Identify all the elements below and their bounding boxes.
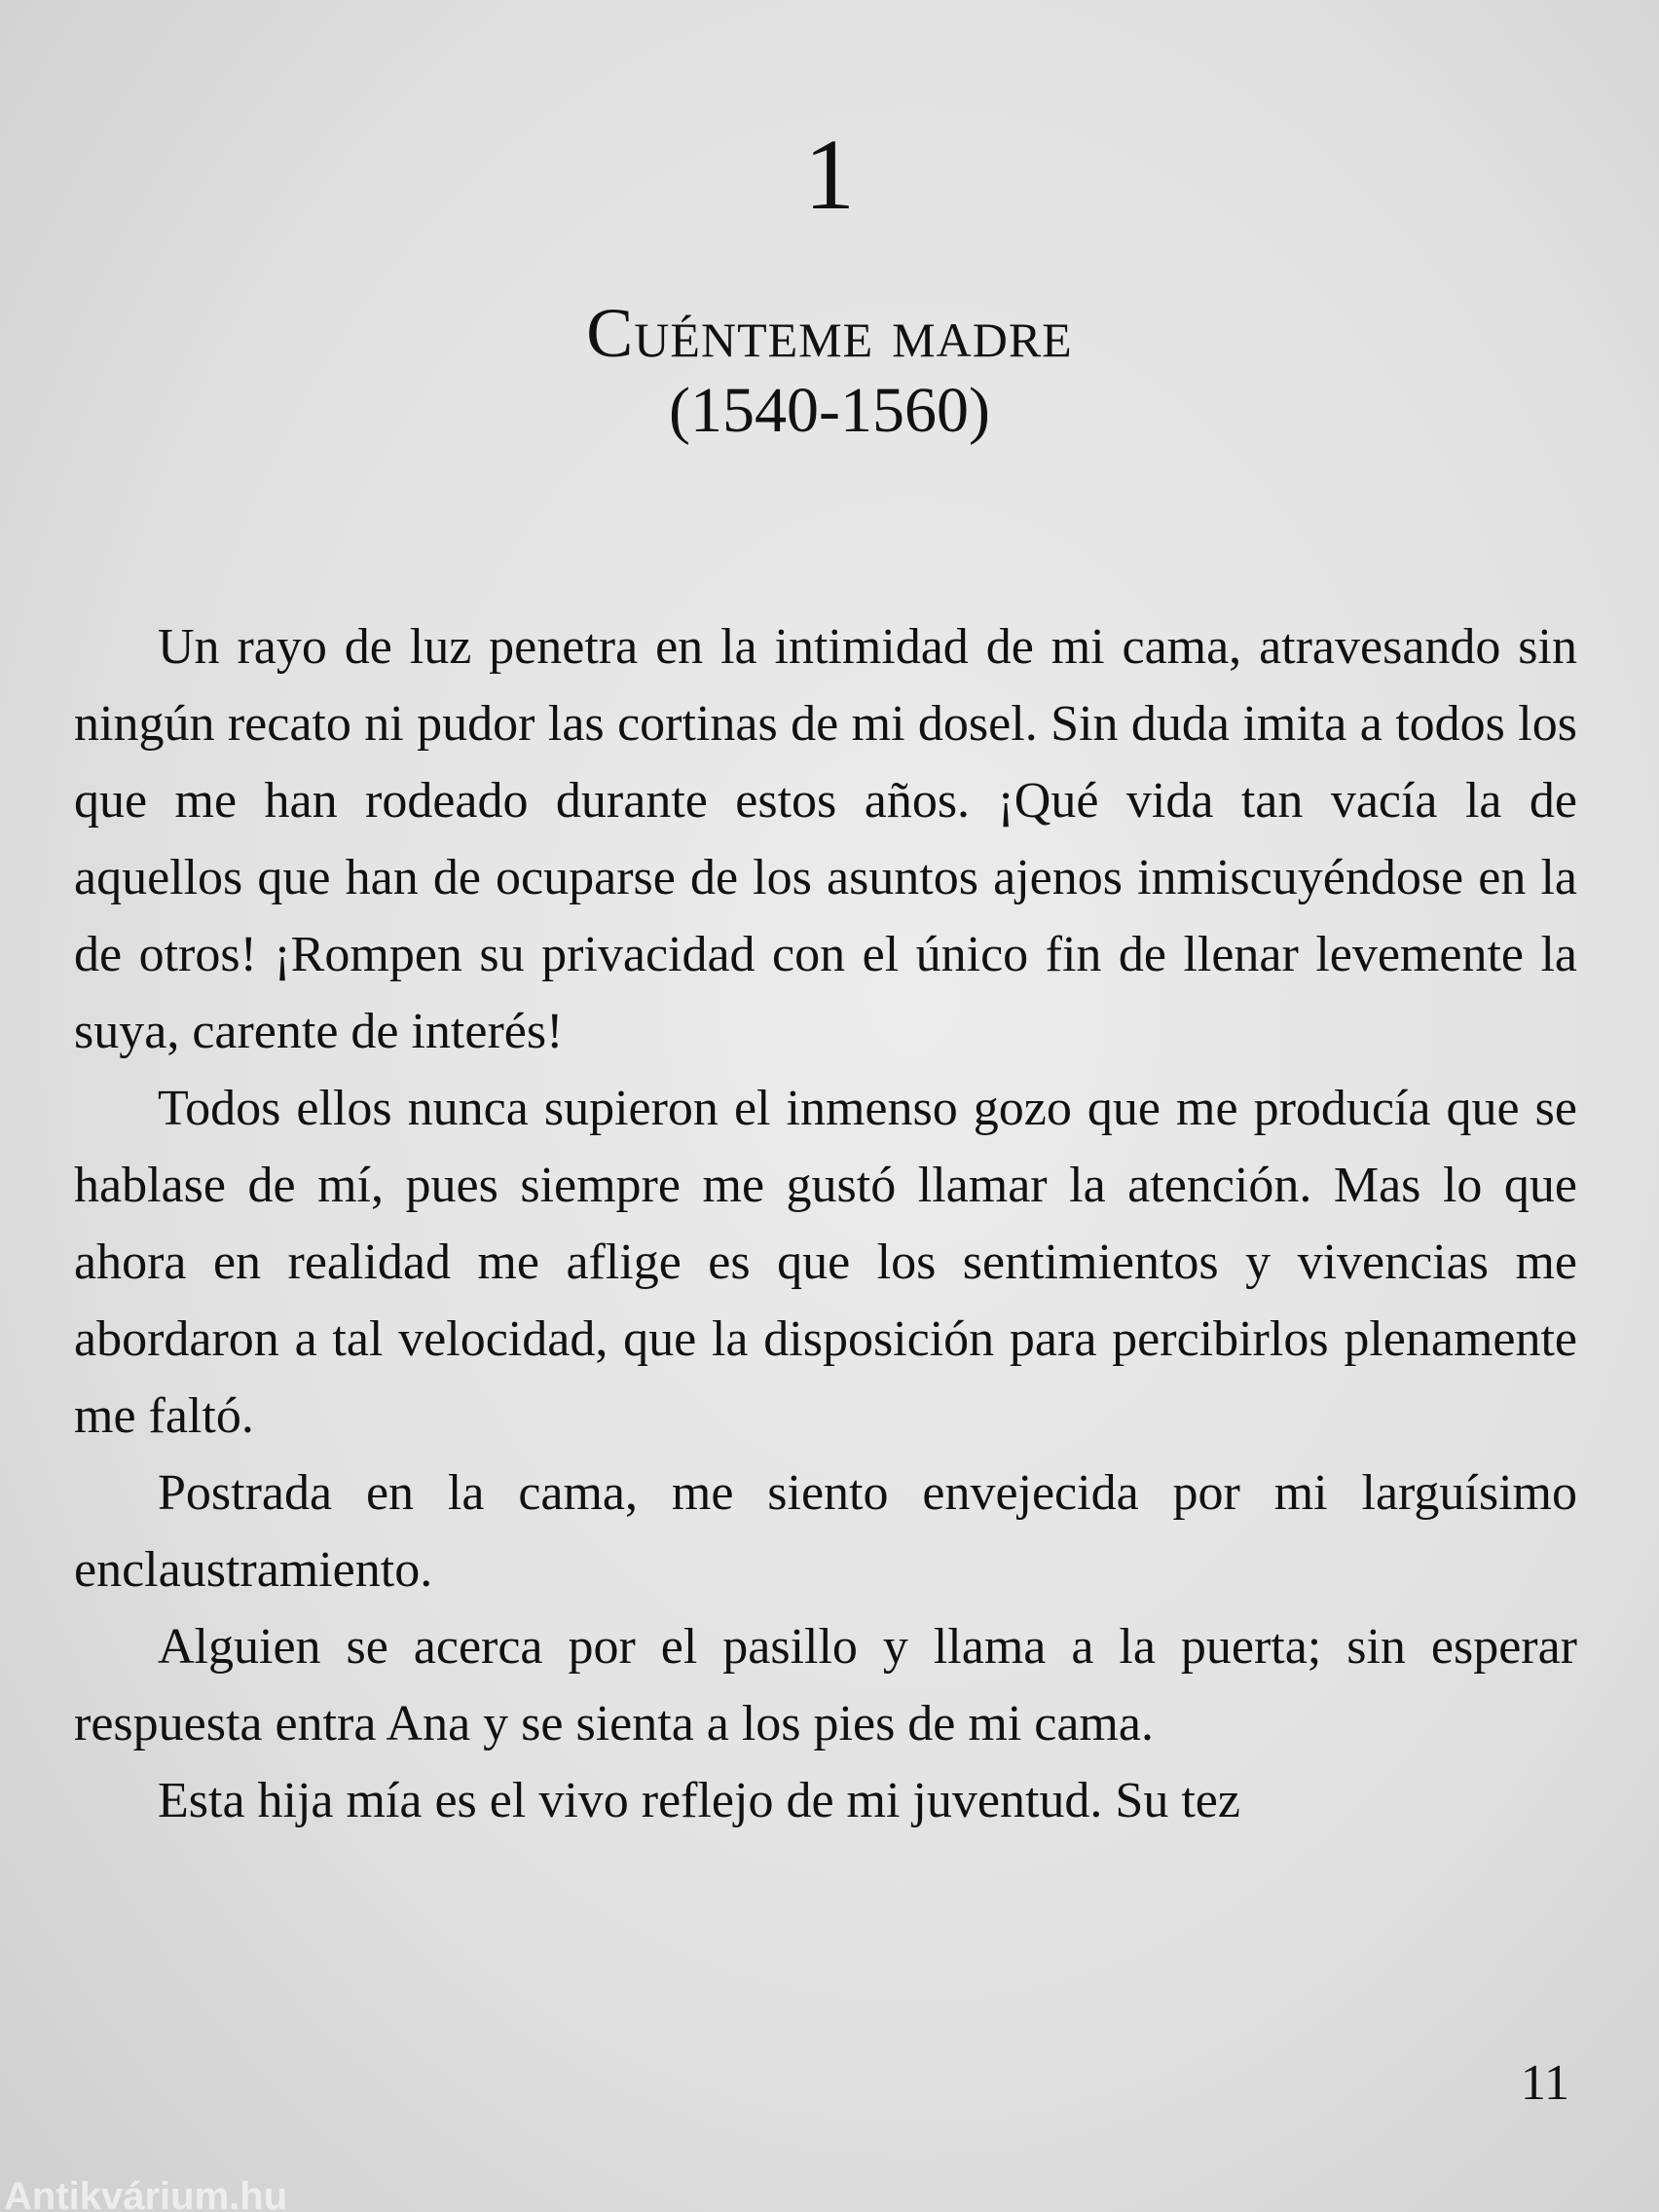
watermark: Antikvárium.hu [4,2175,288,2212]
paragraph: Esta hija mía es el vivo reflejo de mi juventud. Su tez [158,1773,1240,1828]
body-text [74,608,1577,1839]
paragraph: Un rayo de luz penetra en la intimidad de mi cama, atravesando sin ningún recato ni pudor las cortinas de mi dosel. Sin duda imita a todos los que me han rodeado durante estos años. ¡Qué vida tan vacía la de aquellos que han de ocuparse de los asuntos ajenos inmiscuyéndose en la de otros! ¡Rompen su privacidad con el único fin de llenar levemente la suya, carente de interés! [74,619,1577,1059]
bleed-through-texture [58,0,1616,78]
page-number: 11 [1520,2055,1569,2111]
paragraph: Alguien se acerca por el pasillo y llama a la puerta; sin esperar respuesta entra Ana y se sienta a los pies de mi cama. [74,1619,1577,1751]
chapter-number: 1 [804,119,855,231]
chapter-years: (1540-1560) [669,375,990,446]
paragraph: Postrada en la cama, me siento envejecida por mi larguísimo enclaustramiento. [74,1465,1577,1598]
chapter-title: Cuénteme madre [586,294,1073,372]
paragraph: Todos ellos nunca supieron el inmenso gozo que me producía que se hablase de mí, pues siempre me gustó llamar la atención. Mas lo que ahora en realidad me aflige es que los sentimientos y vivencias me abordaron a tal velocidad, que la disposición para percibirlos plenamente me faltó. [74,1081,1577,1444]
